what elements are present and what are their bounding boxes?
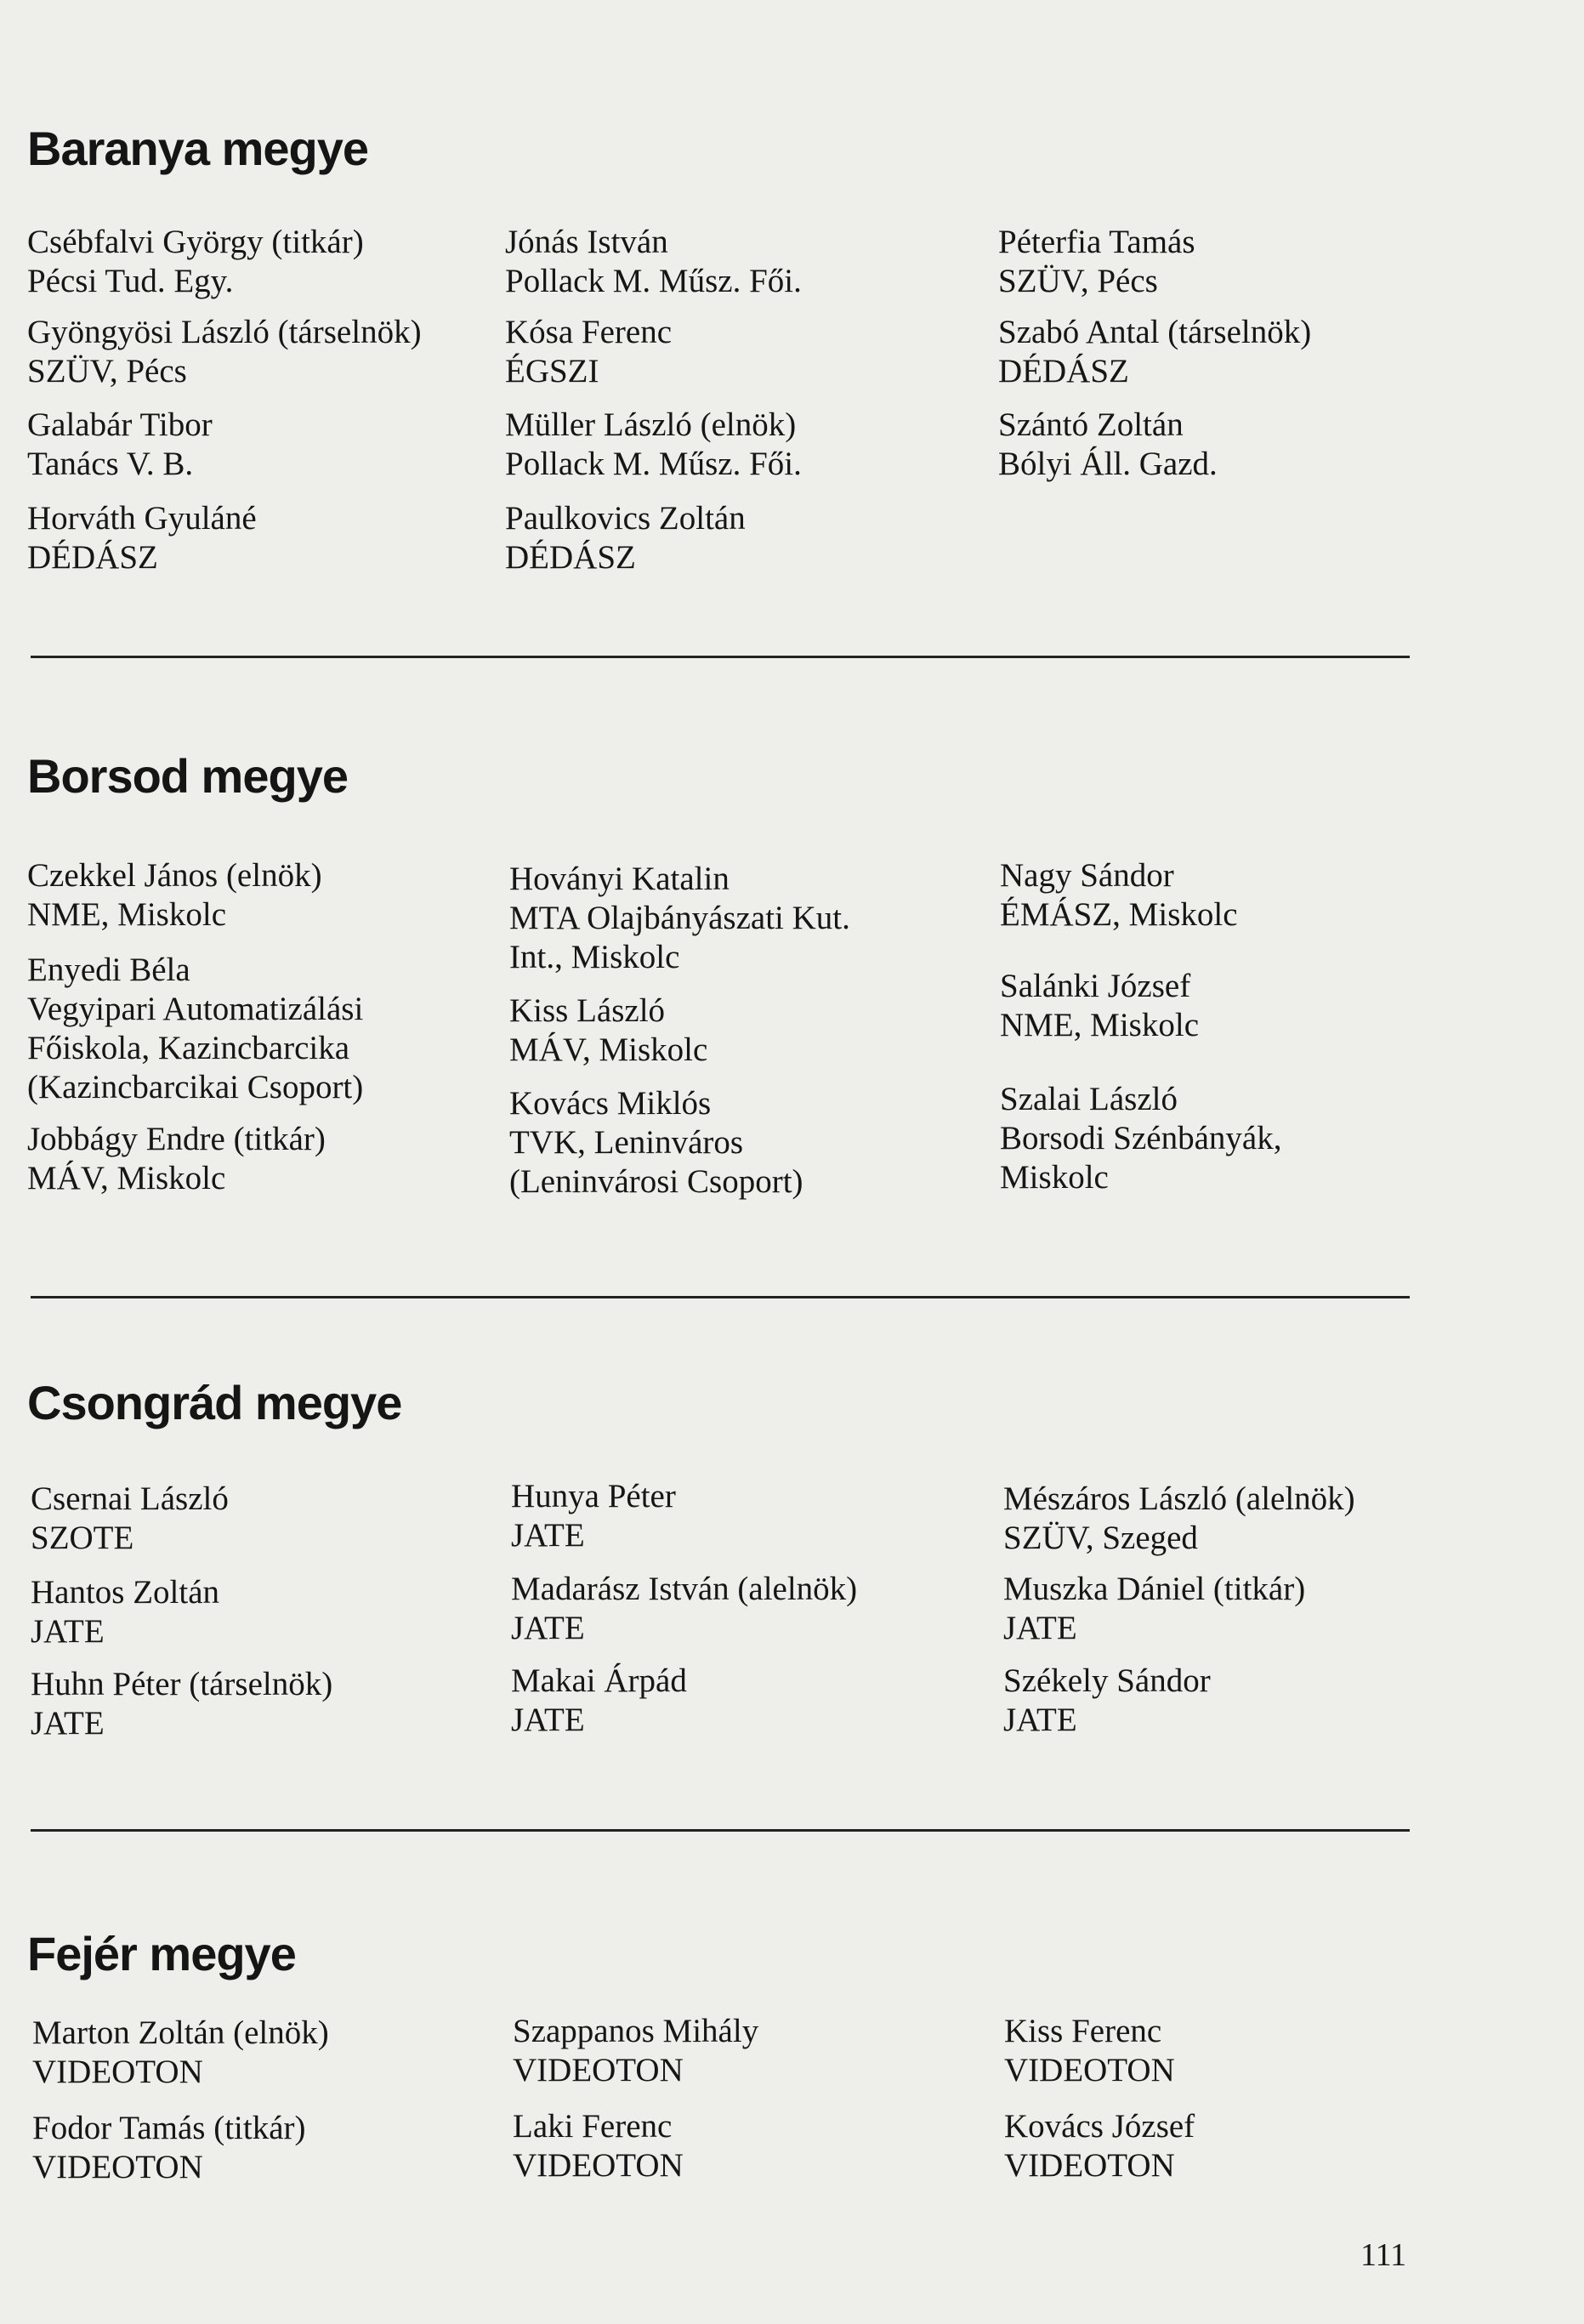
member-entry — [505, 406, 802, 484]
member-name: Makai Árpád — [511, 1662, 687, 1699]
member-entry — [505, 313, 672, 391]
member-affiliation: VIDEOTON — [513, 2052, 684, 2088]
member-entry — [31, 1480, 229, 1558]
section-heading: Baranya megye — [27, 122, 369, 175]
member-entry — [27, 951, 363, 1107]
member-affiliation: Borsodi Szénbányák, — [1000, 1120, 1282, 1156]
member-affiliation: Vegyipari Automatizálási — [27, 991, 364, 1027]
member-entry — [998, 223, 1195, 301]
member-name: Szántó Zoltán — [998, 406, 1184, 443]
member-name: Szappanos Mihály — [513, 2013, 759, 2049]
section-divider — [31, 656, 1410, 658]
member-entry — [31, 1665, 332, 1743]
member-entry — [27, 313, 422, 391]
member-entry — [1000, 1080, 1281, 1197]
member-name: Muszka Dániel (titkár) — [1003, 1571, 1306, 1607]
member-affiliation: DÉDÁSZ — [505, 539, 636, 576]
member-name: Paulkovics Zoltán — [505, 500, 746, 537]
member-affiliation: VIDEOTON — [32, 2054, 203, 2090]
member-entry — [998, 313, 1311, 391]
member-affiliation: JATE — [511, 1610, 585, 1646]
section-heading: Borsod megye — [27, 749, 348, 803]
member-affiliation: JATE — [511, 1702, 585, 1738]
member-name: Hunya Péter — [511, 1478, 676, 1514]
member-affiliation: SZOTE — [31, 1520, 134, 1556]
member-name: Huhn Péter (társelnök) — [31, 1666, 333, 1702]
member-name: Nagy Sándor — [1000, 857, 1174, 894]
member-name: Marton Zoltán (elnök) — [32, 2014, 329, 2051]
member-affiliation: SZÜV, Pécs — [27, 353, 187, 389]
member-affiliation: VIDEOTON — [1004, 2052, 1175, 2088]
member-entry — [27, 1120, 326, 1198]
member-affiliation: TVK, Leninváros — [509, 1124, 744, 1161]
member-affiliation: Bólyi Áll. Gazd. — [998, 446, 1218, 482]
member-entry — [1003, 1570, 1305, 1648]
member-entry — [513, 2107, 684, 2185]
member-name: Hoványi Katalin — [509, 861, 730, 897]
member-affiliation: NME, Miskolc — [1000, 1007, 1199, 1043]
member-entry — [1003, 1480, 1355, 1558]
member-entry — [27, 406, 213, 484]
member-affiliation: Int., Miskolc — [509, 939, 680, 975]
member-name: Czekkel János (elnök) — [27, 857, 322, 894]
member-name: Salánki József — [1000, 968, 1191, 1004]
member-name: Madarász István (alelnök) — [511, 1571, 858, 1607]
member-name: Gyöngyösi László (társelnök) — [27, 314, 422, 350]
member-affiliation: VIDEOTON — [1004, 2147, 1175, 2184]
member-entry — [509, 992, 707, 1070]
section-heading: Fejér megye — [27, 1927, 296, 1980]
member-entry — [27, 856, 322, 935]
member-affiliation: MÁV, Miskolc — [509, 1031, 708, 1068]
member-affiliation: JATE — [511, 1517, 585, 1554]
member-affiliation: Miskolc — [1000, 1159, 1109, 1196]
member-entry — [1004, 2107, 1195, 2185]
member-entry — [511, 1570, 857, 1648]
member-entry — [511, 1662, 687, 1740]
member-name: Kiss László — [509, 992, 666, 1029]
member-name: Kósa Ferenc — [505, 314, 673, 350]
member-name: Szalai László — [1000, 1081, 1178, 1117]
member-entry — [509, 860, 850, 977]
member-affiliation: Tanács V. B. — [27, 446, 194, 482]
member-entry — [509, 1084, 803, 1202]
member-name: Csernai László — [31, 1480, 229, 1517]
member-name: Péterfia Tamás — [998, 224, 1195, 260]
member-name: Enyedi Béla — [27, 952, 190, 988]
member-affiliation: SZÜV, Szeged — [1003, 1520, 1198, 1556]
member-affiliation: NME, Miskolc — [27, 896, 226, 933]
member-name: Fodor Tamás (titkár) — [32, 2110, 306, 2146]
member-affiliation: MTA Olajbányászati Kut. — [509, 900, 850, 936]
member-entry — [505, 499, 746, 577]
member-name: Kovács József — [1004, 2108, 1195, 2145]
member-entry — [1003, 1662, 1211, 1740]
member-entry — [31, 1573, 219, 1651]
member-entry — [505, 223, 802, 301]
member-affiliation: (Kazincbarcikai Csoport) — [27, 1069, 364, 1105]
member-affiliation: SZÜV, Pécs — [998, 263, 1158, 299]
member-entry — [511, 1477, 676, 1555]
section-divider — [31, 1296, 1410, 1298]
member-affiliation: VIDEOTON — [513, 2147, 684, 2184]
member-name: Horváth Gyuláné — [27, 500, 257, 537]
page-number: 111 — [1360, 2237, 1407, 2273]
member-entry — [998, 406, 1218, 484]
section-divider — [31, 1829, 1410, 1832]
member-entry — [27, 223, 364, 301]
member-entry — [1000, 967, 1199, 1045]
member-name: Mészáros László (alelnök) — [1003, 1480, 1355, 1517]
member-entry — [513, 2012, 758, 2090]
member-affiliation: JATE — [1003, 1702, 1077, 1738]
member-affiliation: Pécsi Tud. Egy. — [27, 263, 234, 299]
member-affiliation: ÉGSZI — [505, 353, 599, 389]
member-name: Müller László (elnök) — [505, 406, 797, 443]
member-name: Székely Sándor — [1003, 1662, 1211, 1699]
member-name: Galabár Tibor — [27, 406, 213, 443]
member-name: Szabó Antal (társelnök) — [998, 314, 1312, 350]
member-entry — [27, 499, 257, 577]
section-heading: Csongrád megye — [27, 1376, 402, 1429]
member-affiliation: Főiskola, Kazincbarcika — [27, 1030, 350, 1066]
member-affiliation: MÁV, Miskolc — [27, 1160, 226, 1196]
member-affiliation: DÉDÁSZ — [998, 353, 1129, 389]
member-affiliation: VIDEOTON — [32, 2149, 203, 2185]
member-name: Jobbágy Endre (titkár) — [27, 1121, 326, 1157]
member-name: Kovács Miklós — [509, 1085, 712, 1122]
member-name: Laki Ferenc — [513, 2108, 673, 2145]
member-entry — [32, 2109, 305, 2187]
member-affiliation: JATE — [31, 1705, 105, 1742]
member-entry — [32, 2014, 329, 2092]
member-affiliation: JATE — [31, 1613, 105, 1650]
member-entry — [1000, 856, 1238, 935]
member-entry — [1004, 2012, 1175, 2090]
member-name: Csébfalvi György (titkár) — [27, 224, 364, 260]
member-name: Kiss Ferenc — [1004, 2013, 1162, 2049]
member-affiliation: ÉMÁSZ, Miskolc — [1000, 896, 1238, 933]
member-affiliation: JATE — [1003, 1610, 1077, 1646]
member-affiliation: Pollack M. Műsz. Fői. — [505, 446, 802, 482]
member-name: Hantos Zoltán — [31, 1574, 220, 1611]
member-affiliation: DÉDÁSZ — [27, 539, 158, 576]
member-affiliation: Pollack M. Műsz. Fői. — [505, 263, 802, 299]
member-affiliation: (Leninvárosi Csoport) — [509, 1163, 803, 1200]
member-name: Jónás István — [505, 224, 668, 260]
